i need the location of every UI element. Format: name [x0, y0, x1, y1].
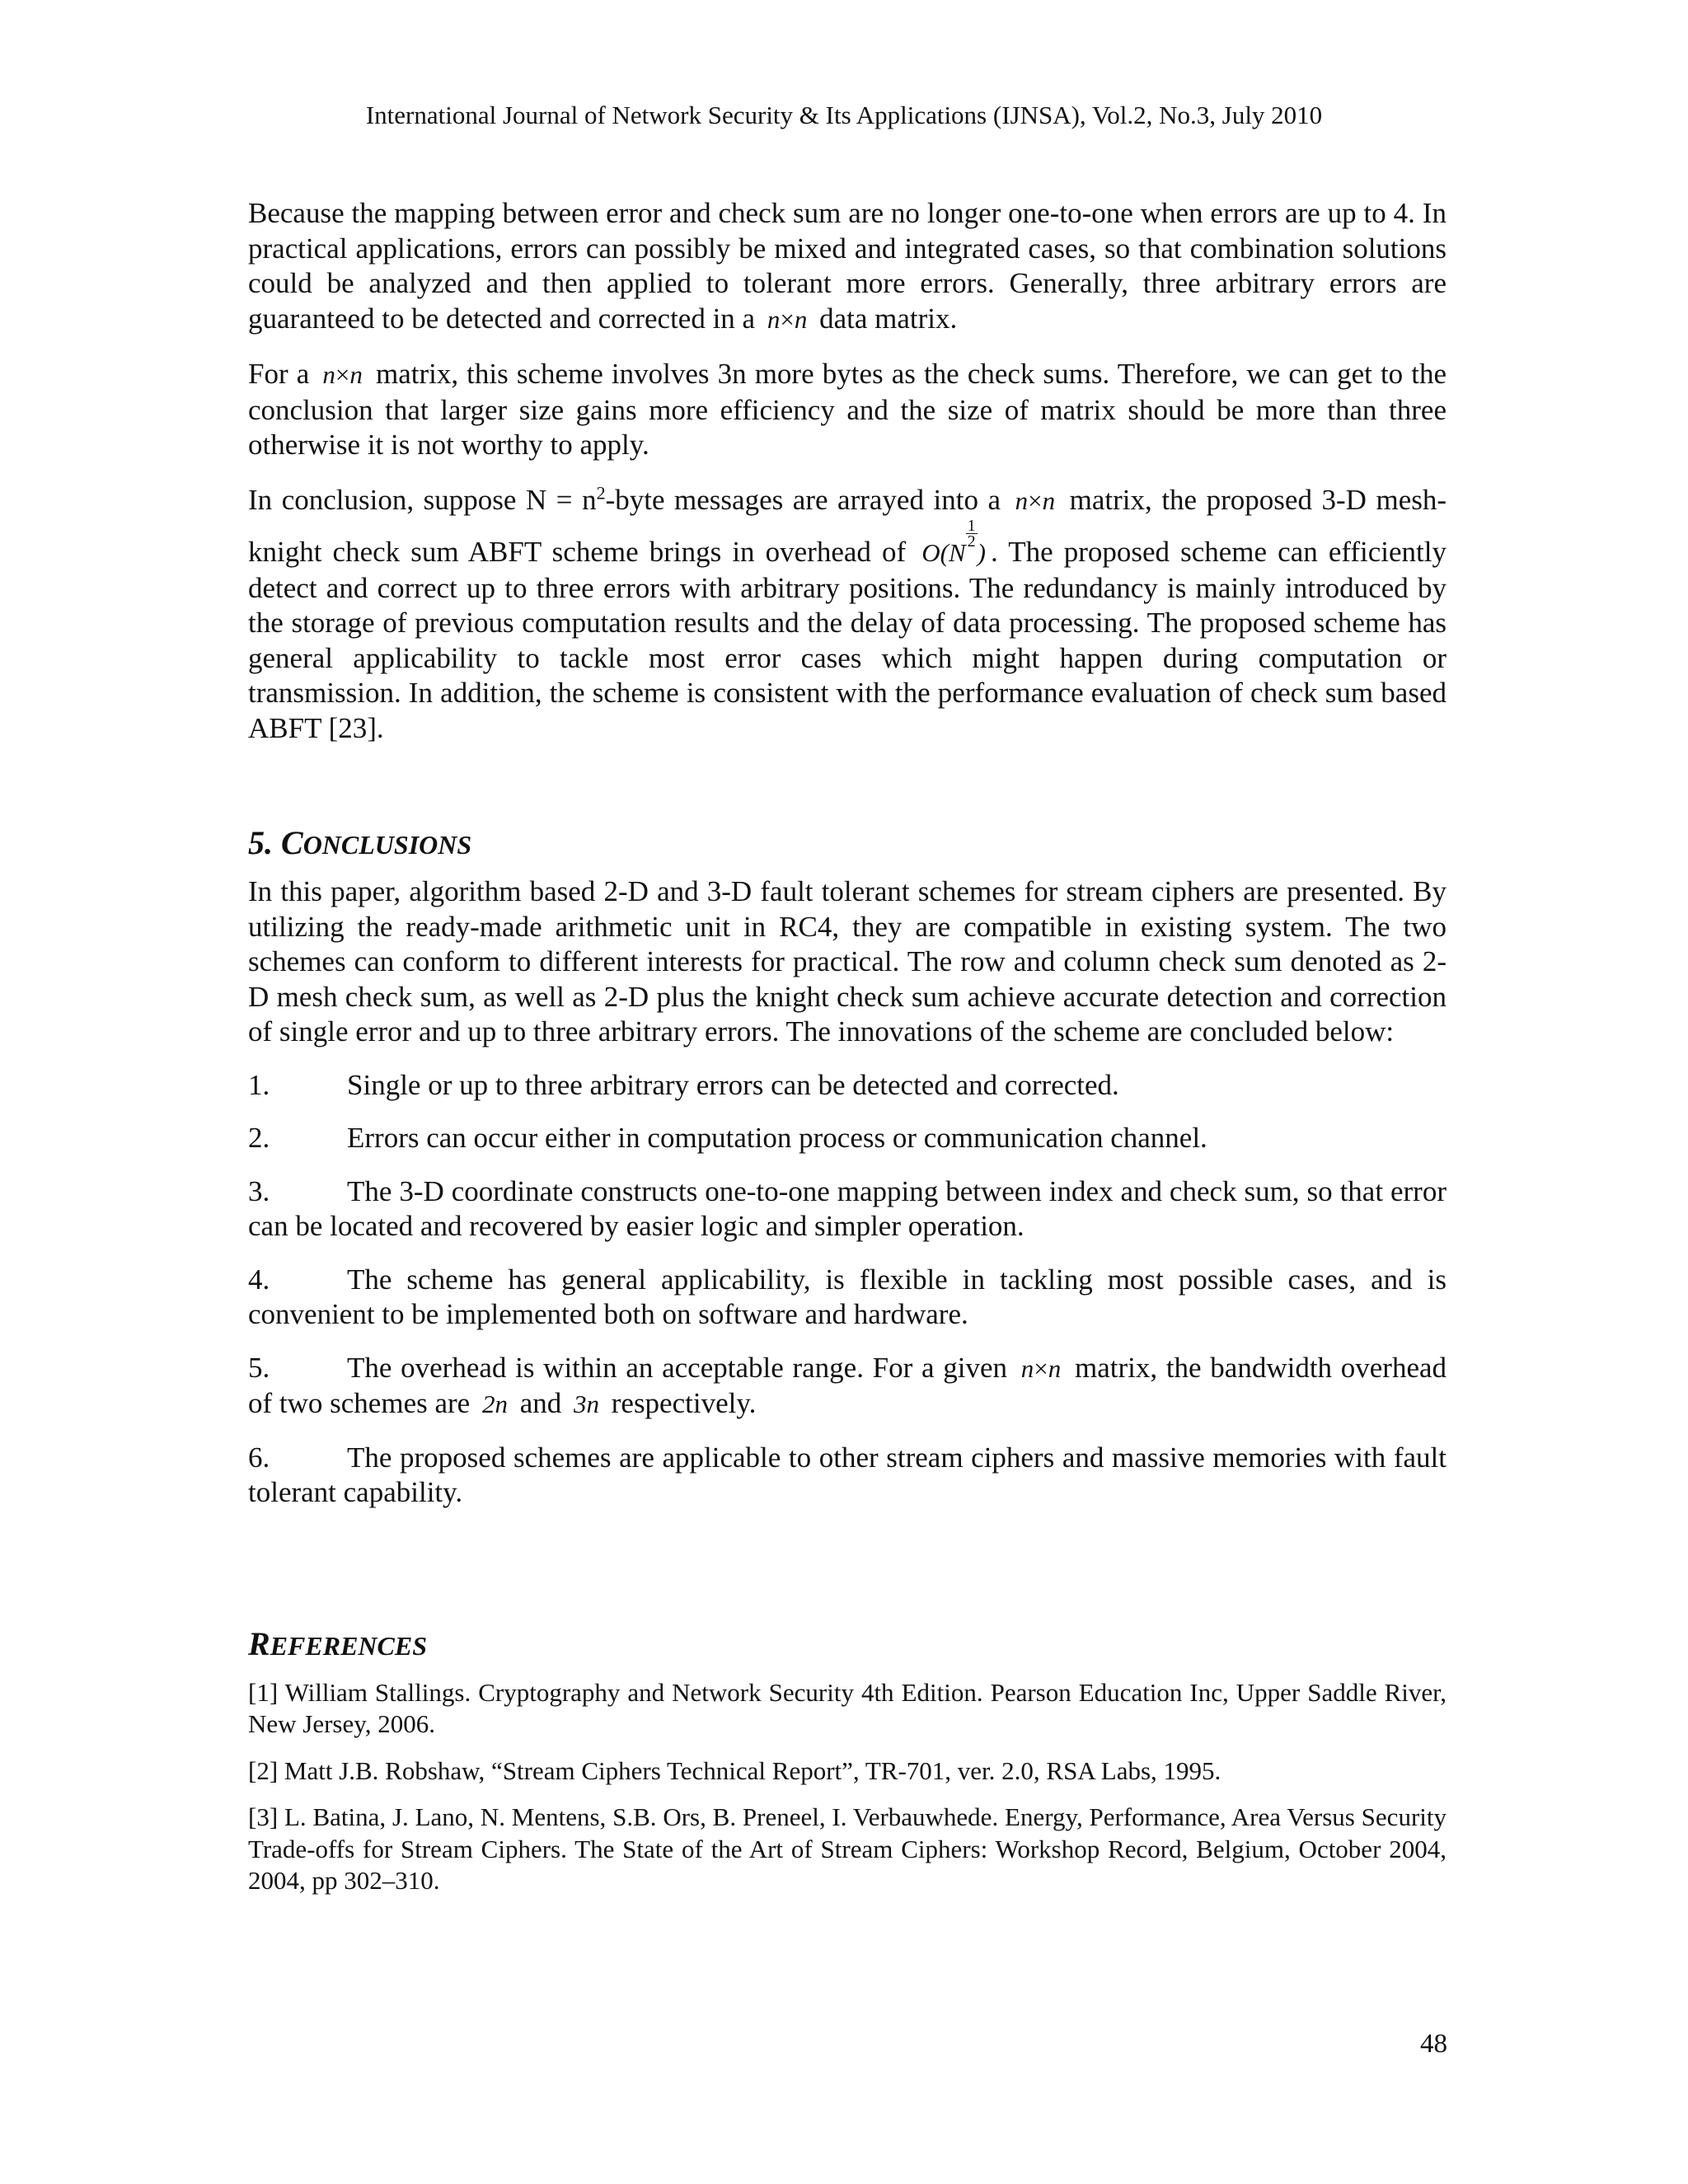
paragraph-in-conclusion	[248, 483, 1447, 747]
paragraph-text: -byte messages are arrayed into a	[605, 483, 1001, 516]
fraction-one-half: $\frac{1}{2}$	[967, 517, 976, 551]
math-n-by-n: n×n	[767, 304, 808, 334]
paragraph-text: matrix, this scheme involves 3n more bytes as the check sums. Therefore, we can get to the conclusion that larger size gains more efficiency and the size of matrix should be more than three otherwise it is not worthy to apply.	[248, 358, 1447, 461]
reference-item: [2] Matt J.B. Robshaw, “Stream Ciphers Technical Report”, TR-701, ver. 2.0, RSA Labs, 1995.	[248, 1755, 1221, 1785]
paragraph-text: data matrix.	[819, 302, 958, 335]
list-item: 3. The 3-D coordinate constructs one-to-one mapping between index and check sum, so that error can be located and recovered by easier logic and simpler operation.	[248, 1174, 1447, 1242]
paragraph-error-mapping	[248, 196, 1447, 337]
conclusions-intro: In this paper, algorithm based 2-D and 3-D fault tolerant schemes for stream ciphers are presented. By utilizing the ready-made arithmetic unit in RC4, they are compatible in existing system. The two schemes can conform to different interests for practical. The row and column check sum denoted as 2-D mesh check sum, as well as 2-D plus the knight check sum achieve accurate detection and correction of single error and up to three arbitrary errors. The innovations of the scheme are concluded below:	[248, 875, 1447, 1047]
list-item: 2. Errors can occur either in computation process or communication channel.	[248, 1122, 1207, 1154]
reference-item: [1] William Stallings. Cryptography and Network Security 4th Edition. Pearson Education Inc, Upper Saddle River, New Jersey, 2006.	[248, 1677, 1447, 1738]
paragraph-text: For a	[248, 358, 310, 390]
paragraph-text: In conclusion, suppose N = n	[248, 483, 597, 516]
math-big-o: O(N $\frac{1}{2}$ )	[921, 517, 986, 567]
running-header: International Journal of Network Security & Its Applications (IJNSA), Vol.2, No.3, July 2010	[365, 101, 1323, 129]
list-item: 5. The overhead is within an acceptable range. For a given n×n matrix, the bandwidth overhead of two schemes are 2n and 3n respectively.	[248, 1351, 1447, 1419]
paragraph-text: Because the mapping between error and check sum are no longer one-to-one when errors are up to 4. In practical applications, errors can possibly be mixed and integrated cases, so that combination solutions could be analyzed and then applied to tolerant more errors. Generally, three arbitrary errors are guaranteed to be detected and corrected in a	[248, 197, 1447, 335]
superscript-2: 2	[596, 481, 606, 503]
math-n-by-n: n×n	[1020, 1353, 1062, 1383]
math-n-by-n: n×n	[1015, 485, 1056, 515]
section-heading-references: REFERENCES	[248, 1624, 427, 1662]
page-number: 48	[1420, 2029, 1447, 2059]
reference-list	[248, 1677, 1447, 1897]
math-3n: 3n	[574, 1390, 599, 1418]
math-2n: 2n	[481, 1390, 508, 1418]
paragraph-text: . The proposed scheme can efficiently detect and correct up to three errors with arbitrary positions. The redundancy is mainly introduced by the storage of previous computation results and the delay of data processing. The proposed scheme has general applicability to tackle most error cases which might happen during computation or transmission. In addition, the scheme is consistent with the performance evaluation of check sum based ABFT [23].	[248, 536, 1447, 744]
paragraph-text: matrix, the proposed 3-D mesh-knight check sum ABFT scheme brings in overhead of	[248, 483, 1447, 568]
reference-item: [3] L. Batina, J. Lano, N. Mentens, S.B. Ors, B. Preneel, I. Verbauwhede. Energy, Performance, Area Versus Security Trade-offs for Stream Ciphers. The State of the Art of Stream Ciphers: Workshop Record, Belgium, October 2004, 2004, pp 302–310.	[248, 1802, 1447, 1895]
section-heading-conclusions: 5. CONCLUSIONS	[248, 824, 472, 861]
list-item: 6. The proposed schemes are applicable to other stream ciphers and massive memories with fault tolerant capability.	[248, 1441, 1447, 1508]
list-item: 1. Single or up to three arbitrary errors can be detected and corrected.	[248, 1068, 1119, 1101]
math-n-by-n: n×n	[322, 360, 363, 389]
list-item: 4. The scheme has general applicability, is flexible in tackling most possible cases, and is convenient to be implemented both on software and hardware.	[248, 1263, 1447, 1330]
page-body	[248, 196, 1447, 1897]
paragraph-matrix-overhead	[248, 357, 1447, 463]
